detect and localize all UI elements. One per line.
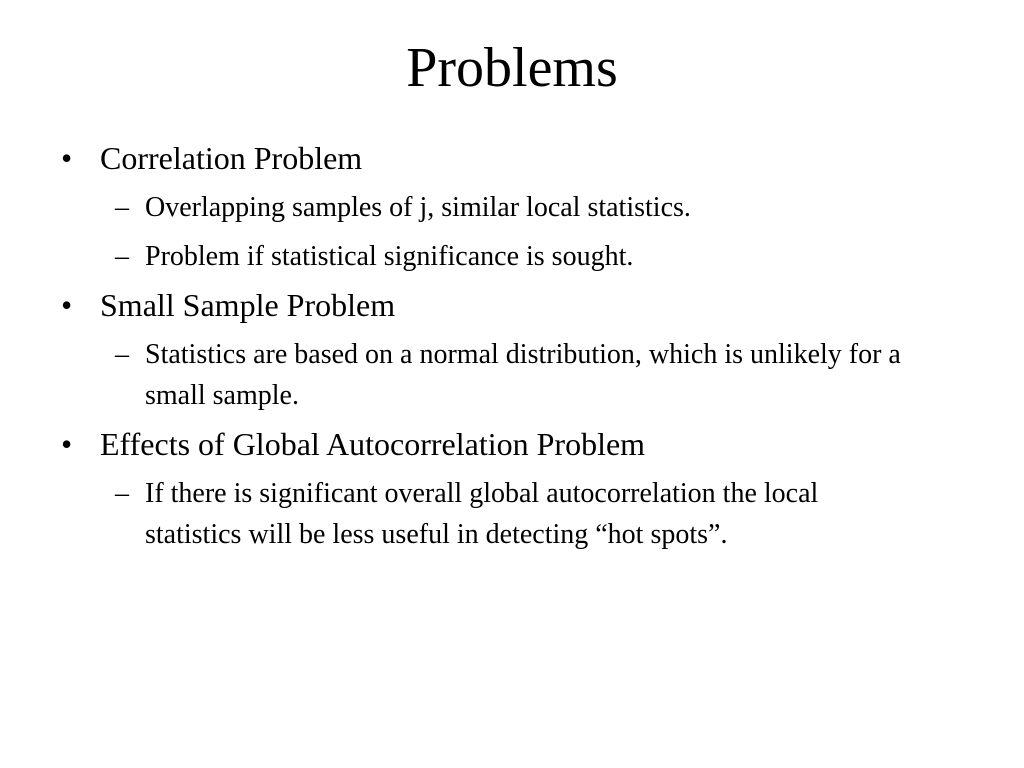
slide-title: Problems <box>406 37 618 99</box>
dash-icon: – <box>115 192 129 223</box>
bullet-small-sample-problem <box>55 285 955 325</box>
sub-bullet-text: Statistics are based on a normal distribution, which is unlikely for a small sample. <box>145 339 901 411</box>
sub-bullet-overlapping-samples <box>55 187 955 228</box>
dash-icon: – <box>115 478 129 509</box>
sub-bullet-text: Problem if statistical significance is sought. <box>145 241 634 272</box>
bullet-dot-icon: • <box>61 426 73 462</box>
sub-bullet-significance <box>55 236 955 277</box>
slide-content <box>55 138 955 555</box>
bullet-text: Effects of Global Autocorrelation Problem <box>100 426 646 462</box>
bullet-text: Correlation Problem <box>100 140 363 176</box>
sub-bullet-text: Overlapping samples of j, similar local statistics. <box>145 192 691 223</box>
sub-bullet-hot-spots <box>55 473 955 555</box>
bullet-dot-icon: • <box>61 140 73 176</box>
bullet-correlation-problem <box>55 138 955 178</box>
bullet-dot-icon: • <box>61 287 73 323</box>
dash-icon: – <box>115 339 129 370</box>
bullet-text: Small Sample Problem <box>100 287 396 323</box>
sub-bullet-text: If there is significant overall global autocorrelation the local statistics will be less useful in detecting “hot spots”. <box>145 478 819 550</box>
dash-icon: – <box>115 241 129 272</box>
bullet-global-autocorrelation-problem <box>55 424 955 464</box>
sub-bullet-normal-distribution <box>55 334 955 416</box>
